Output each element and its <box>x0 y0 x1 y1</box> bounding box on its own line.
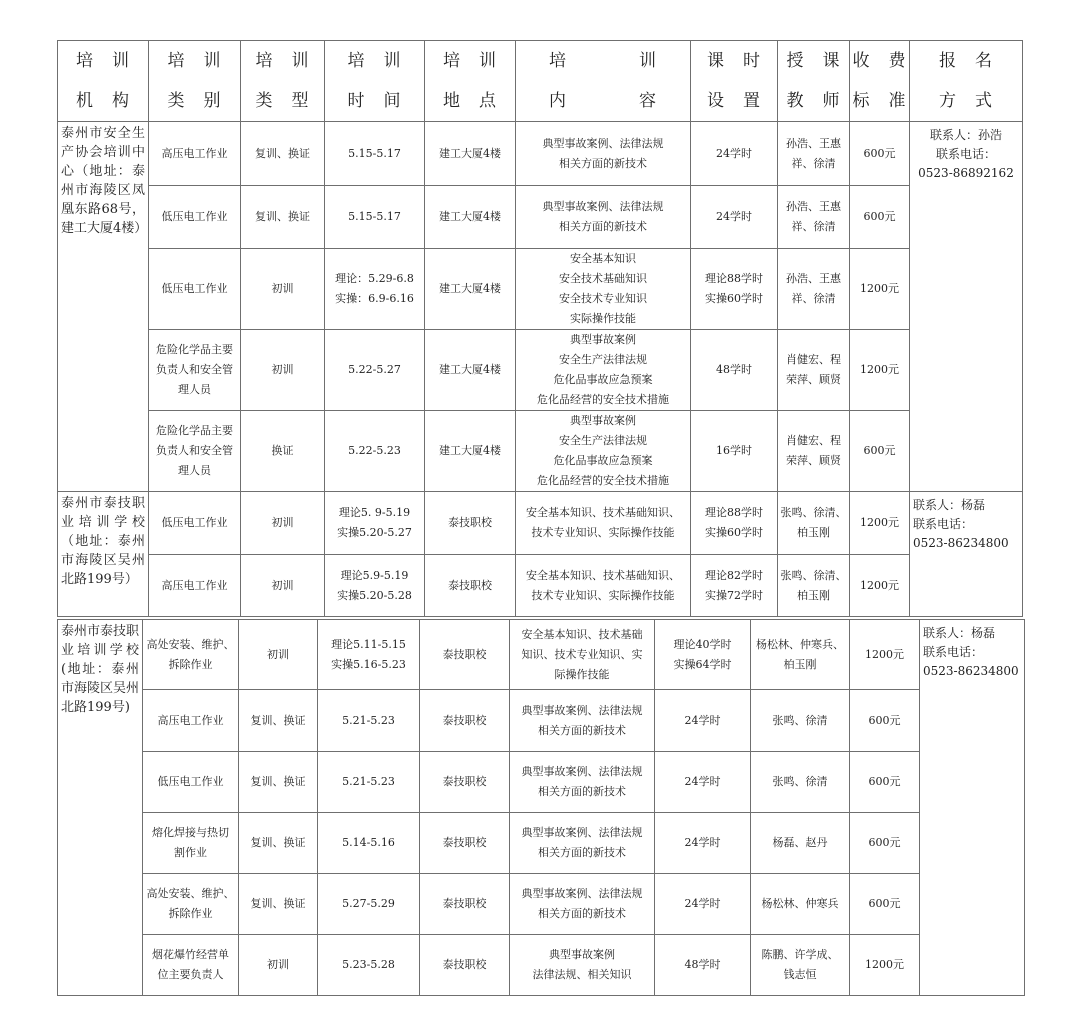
table-row <box>58 620 1025 690</box>
training-org: 泰州市泰技职业培训学校（地址：泰州市海陵区吴州北路199号） <box>58 492 149 617</box>
training-org: 泰州市安全生产协会培训中心（地址：泰州市海陵区凤凰东路68号，建工大厦4楼） <box>58 122 149 492</box>
training-time <box>325 122 425 186</box>
training-teacher <box>751 690 850 752</box>
training-content <box>516 492 691 555</box>
training-time-line: 理论5. 9-5.19 <box>338 506 411 519</box>
training-time <box>325 249 425 330</box>
training-type: 复训、换证 <box>239 690 318 752</box>
training-hours <box>691 186 778 249</box>
training-teacher-line: 肖健宏、程 <box>786 434 841 447</box>
training-hours-line: 48学时 <box>684 958 721 971</box>
table-row <box>58 752 1025 813</box>
training-table-continued <box>57 619 1025 996</box>
training-teacher-line: 柏玉刚 <box>783 657 817 671</box>
training-time-line: 实操5.20-5.28 <box>337 588 412 602</box>
training-teacher-line: 张鸣、徐清、 <box>780 568 847 582</box>
training-teacher-line: 祥、徐清 <box>791 220 836 233</box>
training-hours-line: 理论82学时 <box>705 568 763 582</box>
header-cell <box>58 41 149 122</box>
training-teacher-line: 荣萍、顾贤 <box>786 454 841 467</box>
table-row <box>58 411 1023 492</box>
header-cell-line: 培 训 <box>347 51 402 71</box>
table-row <box>58 935 1025 996</box>
training-content-line: 危化品经营的安全技术措施 <box>537 393 669 406</box>
training-content <box>516 122 691 186</box>
training-content-line: 危化品经营的安全技术措施 <box>537 474 669 487</box>
training-category <box>143 620 239 690</box>
training-place: 泰技职校 <box>420 813 510 874</box>
header-cell-line: 地 点 <box>443 91 497 111</box>
training-content <box>516 411 691 492</box>
training-category <box>143 690 239 752</box>
training-hours-line: 实操64学时 <box>673 657 732 671</box>
training-time <box>325 330 425 411</box>
training-content-line: 安全生产法律法规 <box>559 434 647 447</box>
training-teacher <box>778 249 850 330</box>
header-cell <box>149 41 241 122</box>
training-teacher <box>778 122 850 186</box>
training-category-line: 负责人和安全管 <box>156 363 233 376</box>
training-time <box>318 935 420 996</box>
training-time-line: 理论5.11-5.15 <box>331 637 406 651</box>
training-time <box>318 813 420 874</box>
header-cell-line: 培 训 <box>255 51 310 71</box>
training-time-line: 5.15-5.17 <box>348 210 401 223</box>
training-hours <box>691 249 778 330</box>
training-hours <box>691 330 778 411</box>
training-place: 建工大厦4楼 <box>425 122 516 186</box>
training-hours-line: 理论40学时 <box>673 637 732 651</box>
training-content <box>510 752 655 813</box>
header-cell <box>691 41 778 122</box>
training-type: 初训 <box>239 935 318 996</box>
training-content-line: 技术专业知识、实际操作技能 <box>531 526 675 539</box>
training-category-line: 位主要负责人 <box>157 968 224 981</box>
training-time <box>325 555 425 617</box>
training-hours-line: 24学时 <box>684 775 721 788</box>
training-fee: 1200元 <box>850 620 920 690</box>
training-hours-line: 24学时 <box>684 713 721 727</box>
training-content-line: 安全生产法律法规 <box>559 353 647 366</box>
training-teacher-line: 杨松林、仲寒兵、 <box>756 637 844 651</box>
training-fee: 600元 <box>850 186 910 249</box>
training-type: 初训 <box>241 492 325 555</box>
training-content-line: 安全技术基础知识 <box>559 272 647 285</box>
header-cell-line: 课 时 <box>707 51 761 71</box>
training-fee: 600元 <box>850 690 920 752</box>
training-type: 初训 <box>241 249 325 330</box>
training-time <box>325 411 425 492</box>
training-time-line: 实操5.20-5.27 <box>337 526 412 539</box>
training-content-line: 典型事故案例、法律法规 <box>542 200 664 213</box>
header-cell-line: 方 式 <box>939 91 993 111</box>
training-content-line: 法律法规、相关知识 <box>532 968 632 981</box>
training-place: 泰技职校 <box>420 874 510 935</box>
training-teacher <box>778 492 850 555</box>
training-type: 初训 <box>241 330 325 411</box>
training-content <box>510 620 655 690</box>
registration-contact <box>920 620 1025 996</box>
training-content-line: 典型事故案例、法律法规 <box>521 703 643 717</box>
training-content <box>516 555 691 617</box>
training-content <box>510 935 655 996</box>
training-hours <box>655 935 751 996</box>
training-category <box>149 411 241 492</box>
training-category-line: 低压电工作业 <box>161 282 228 295</box>
training-teacher-line: 张鸣、徐清 <box>772 775 828 788</box>
training-category-line: 高压电工作业 <box>161 578 228 592</box>
training-category-line: 理人员 <box>178 383 211 396</box>
training-type: 复训、换证 <box>239 813 318 874</box>
training-time-line: 理论5.9-5.19 <box>340 568 409 582</box>
training-category <box>149 122 241 186</box>
registration-contact-line: 0523-86234800 <box>913 536 1009 550</box>
training-hours-line: 实操60学时 <box>705 292 763 305</box>
training-content-line: 危化品事故应急预案 <box>553 373 653 386</box>
training-teacher <box>778 186 850 249</box>
training-place: 建工大厦4楼 <box>425 411 516 492</box>
training-category-line: 理人员 <box>178 464 211 477</box>
training-category-line: 熔化焊接与热切 <box>152 826 229 839</box>
training-teacher-line: 杨磊、赵丹 <box>772 836 828 849</box>
registration-contact-line: 联系电话： <box>923 645 984 659</box>
training-category-line: 低压电工作业 <box>161 516 228 529</box>
training-category-line: 负责人和安全管 <box>156 444 233 457</box>
training-teacher-line: 陈鹏、许学成、 <box>761 948 839 961</box>
training-teacher-line: 钱志恒 <box>783 968 817 981</box>
training-content-line: 安全基本知识、技术基础 <box>521 627 643 641</box>
header-cell <box>425 41 516 122</box>
registration-contact-line: 联系人：杨磊 <box>913 498 986 512</box>
training-time-line: 理论：5.29-6.8 <box>335 272 414 285</box>
training-hours <box>655 690 751 752</box>
training-time-line: 实操：6.9-6.16 <box>335 292 414 305</box>
training-place: 泰技职校 <box>420 690 510 752</box>
table-row <box>58 690 1025 752</box>
training-content-line: 相关方面的新技术 <box>538 907 626 920</box>
header-row <box>58 41 1023 122</box>
training-hours <box>655 874 751 935</box>
registration-contact <box>910 122 1023 492</box>
training-time-line: 5.27-5.29 <box>342 897 395 910</box>
training-content-line: 安全基本知识、技术基础知识、 <box>526 568 680 582</box>
header-cell-line: 收 费 <box>852 51 907 71</box>
training-content <box>510 813 655 874</box>
header-cell-line: 时 间 <box>347 91 402 111</box>
training-teacher <box>751 813 850 874</box>
header-cell <box>325 41 425 122</box>
training-teacher-line: 肖健宏、程 <box>786 353 841 366</box>
training-category <box>143 752 239 813</box>
training-place: 建工大厦4楼 <box>425 330 516 411</box>
training-content <box>516 249 691 330</box>
training-fee: 600元 <box>850 122 910 186</box>
training-time-line: 实操5.16-5.23 <box>331 657 406 671</box>
training-teacher <box>751 752 850 813</box>
training-category-line: 高压电工作业 <box>161 146 228 160</box>
training-type: 换证 <box>241 411 325 492</box>
training-fee: 1200元 <box>850 555 910 617</box>
training-content-line: 安全基本知识、技术基础知识、 <box>526 506 680 519</box>
training-content <box>516 186 691 249</box>
header-cell-line: 内 容 <box>549 91 657 111</box>
training-teacher <box>778 555 850 617</box>
training-teacher-line: 柏玉刚 <box>797 588 830 602</box>
table-row <box>58 492 1023 555</box>
training-place: 建工大厦4楼 <box>425 186 516 249</box>
training-content-line: 典型事故案例、法律法规 <box>542 136 664 150</box>
training-hours-line: 理论88学时 <box>705 272 763 285</box>
training-fee: 600元 <box>850 752 920 813</box>
training-time <box>325 492 425 555</box>
training-time-line: 5.22-5.23 <box>348 444 401 457</box>
training-category-line: 烟花爆竹经营单 <box>152 948 229 961</box>
training-fee: 1200元 <box>850 492 910 555</box>
header-cell-line: 培 训 <box>443 51 497 71</box>
training-hours-line: 16学时 <box>716 444 752 457</box>
header-cell-line: 培 训 <box>76 51 130 71</box>
training-category-line: 危险化学品主要 <box>156 424 233 437</box>
training-time-line: 5.23-5.28 <box>342 958 395 971</box>
training-content-line: 典型事故案例 <box>570 414 636 427</box>
training-type: 复训、换证 <box>239 752 318 813</box>
training-hours-line: 实操72学时 <box>705 588 763 602</box>
training-place: 建工大厦4楼 <box>425 249 516 330</box>
header-cell <box>241 41 325 122</box>
training-content-line: 相关方面的新技术 <box>559 220 647 233</box>
registration-contact-line: 联系人：孙浩 <box>929 128 1002 142</box>
registration-contact-line: 0523-86234800 <box>923 664 1019 678</box>
table-row <box>58 330 1023 411</box>
training-time <box>318 620 420 690</box>
training-category-line: 低压电工作业 <box>161 210 228 223</box>
training-time <box>318 752 420 813</box>
training-time-line: 5.14-5.16 <box>342 836 395 849</box>
registration-contact-line: 0523-86892162 <box>918 166 1014 180</box>
header-cell-line: 报 名 <box>939 51 993 71</box>
table-row <box>58 122 1023 186</box>
training-category-line: 高处安装、维护、 <box>146 637 235 651</box>
training-category <box>149 492 241 555</box>
training-fee: 600元 <box>850 813 920 874</box>
header-cell-line: 标 准 <box>852 91 907 111</box>
training-teacher-line: 孙浩、王惠 <box>786 272 841 285</box>
training-content-line: 相关方面的新技术 <box>538 785 626 798</box>
training-time-line: 5.21-5.23 <box>342 713 395 727</box>
registration-contact-line: 联系电话： <box>913 517 974 531</box>
training-hours-line: 48学时 <box>716 363 752 376</box>
training-category-line: 低压电工作业 <box>157 775 224 788</box>
training-category <box>149 249 241 330</box>
training-fee: 600元 <box>850 874 920 935</box>
training-category <box>143 935 239 996</box>
training-category-line: 高处安装、维护、 <box>146 887 235 900</box>
training-content <box>510 690 655 752</box>
training-content-line: 危化品事故应急预案 <box>553 454 653 467</box>
training-hours-line: 24学时 <box>716 146 752 160</box>
training-place: 泰技职校 <box>420 935 510 996</box>
training-hours-line: 24学时 <box>684 836 721 849</box>
training-content-line: 安全基本知识 <box>570 252 636 265</box>
training-hours <box>691 492 778 555</box>
training-content-line: 相关方面的新技术 <box>538 846 626 859</box>
training-hours <box>655 752 751 813</box>
training-content-line: 知识、技术专业知识、实 <box>521 647 643 661</box>
training-place: 泰技职校 <box>420 752 510 813</box>
training-hours-line: 理论88学时 <box>705 506 763 519</box>
training-category <box>149 330 241 411</box>
training-teacher-line: 张鸣、徐清 <box>772 713 828 727</box>
training-content-line: 实际操作技能 <box>570 312 636 325</box>
training-category-line: 拆除作业 <box>168 907 213 920</box>
header-cell-line: 类 型 <box>255 91 310 111</box>
header-cell <box>778 41 850 122</box>
training-category-line: 拆除作业 <box>168 657 213 671</box>
training-content-line: 安全技术专业知识 <box>559 292 647 305</box>
training-table-main <box>57 40 1023 617</box>
training-org: 泰州市泰技职业培训学校(地址：泰州市海陵区吴州北路199号) <box>58 620 143 996</box>
training-fee: 600元 <box>850 411 910 492</box>
training-content-line: 相关方面的新技术 <box>559 156 647 170</box>
training-content-line: 典型事故案例、法律法规 <box>521 826 643 839</box>
training-content-line: 际操作技能 <box>554 667 610 681</box>
header-cell-line: 授 课 <box>786 51 841 71</box>
training-category-line: 危险化学品主要 <box>156 343 233 356</box>
registration-contact-line: 联系电话： <box>935 147 996 161</box>
training-content-line: 典型事故案例 <box>570 333 636 346</box>
header-cell <box>910 41 1023 122</box>
training-type: 初训 <box>241 555 325 617</box>
training-hours-line: 24学时 <box>716 210 752 223</box>
training-teacher <box>751 874 850 935</box>
training-time <box>325 186 425 249</box>
training-teacher-line: 张鸣、徐清、 <box>780 506 847 519</box>
training-category <box>149 186 241 249</box>
training-hours <box>655 813 751 874</box>
training-hours-line: 24学时 <box>684 897 721 910</box>
training-place: 泰技职校 <box>425 492 516 555</box>
table-row <box>58 249 1023 330</box>
training-teacher-line: 杨松林、仲寒兵 <box>761 897 839 910</box>
training-category-line: 割作业 <box>174 846 207 859</box>
training-place: 泰技职校 <box>425 555 516 617</box>
header-cell <box>516 41 691 122</box>
training-content-line: 典型事故案例、法律法规 <box>521 887 643 900</box>
training-fee: 1200元 <box>850 249 910 330</box>
training-content <box>510 874 655 935</box>
training-content-line: 技术专业知识、实际操作技能 <box>531 588 675 602</box>
header-cell-line: 教 师 <box>786 91 841 111</box>
training-category-line: 高压电工作业 <box>157 713 224 727</box>
training-place: 泰技职校 <box>420 620 510 690</box>
training-type: 复训、换证 <box>239 874 318 935</box>
header-cell-line: 培 训 <box>549 51 657 71</box>
training-hours <box>691 555 778 617</box>
training-teacher <box>751 935 850 996</box>
training-category <box>143 874 239 935</box>
training-fee: 1200元 <box>850 330 910 411</box>
training-teacher-line: 祥、徐清 <box>791 156 836 170</box>
training-type: 复训、换证 <box>241 186 325 249</box>
registration-contact-line: 联系人：杨磊 <box>923 626 996 640</box>
header-cell-line: 机 构 <box>76 91 130 111</box>
training-teacher-line: 孙浩、王惠 <box>786 136 841 150</box>
training-time <box>318 690 420 752</box>
training-hours <box>655 620 751 690</box>
training-content-line: 典型事故案例 <box>549 948 615 961</box>
training-content-line: 相关方面的新技术 <box>538 723 626 737</box>
training-time-line: 5.22-5.27 <box>348 363 401 376</box>
training-hours <box>691 122 778 186</box>
training-hours-line: 实操60学时 <box>705 526 763 539</box>
table-row <box>58 813 1025 874</box>
training-content-line: 典型事故案例、法律法规 <box>521 765 643 778</box>
training-type: 初训 <box>239 620 318 690</box>
header-cell-line: 培 训 <box>167 51 222 71</box>
training-teacher <box>778 330 850 411</box>
training-category <box>149 555 241 617</box>
training-time <box>318 874 420 935</box>
training-hours <box>691 411 778 492</box>
header-cell-line: 类 别 <box>167 91 222 111</box>
registration-contact <box>910 492 1023 617</box>
training-time-line: 5.21-5.23 <box>342 775 395 788</box>
training-fee: 1200元 <box>850 935 920 996</box>
training-teacher <box>751 620 850 690</box>
training-teacher-line: 荣萍、顾贤 <box>786 373 841 386</box>
table-row <box>58 186 1023 249</box>
training-time-line: 5.15-5.17 <box>348 146 401 160</box>
header-cell <box>850 41 910 122</box>
training-teacher-line: 柏玉刚 <box>797 526 830 539</box>
training-category <box>143 813 239 874</box>
training-teacher-line: 孙浩、王惠 <box>786 200 841 213</box>
training-teacher-line: 祥、徐清 <box>791 292 836 305</box>
training-content <box>516 330 691 411</box>
training-teacher <box>778 411 850 492</box>
table-row <box>58 874 1025 935</box>
header-cell-line: 设 置 <box>707 91 761 111</box>
table-row <box>58 555 1023 617</box>
training-type: 复训、换证 <box>241 122 325 186</box>
